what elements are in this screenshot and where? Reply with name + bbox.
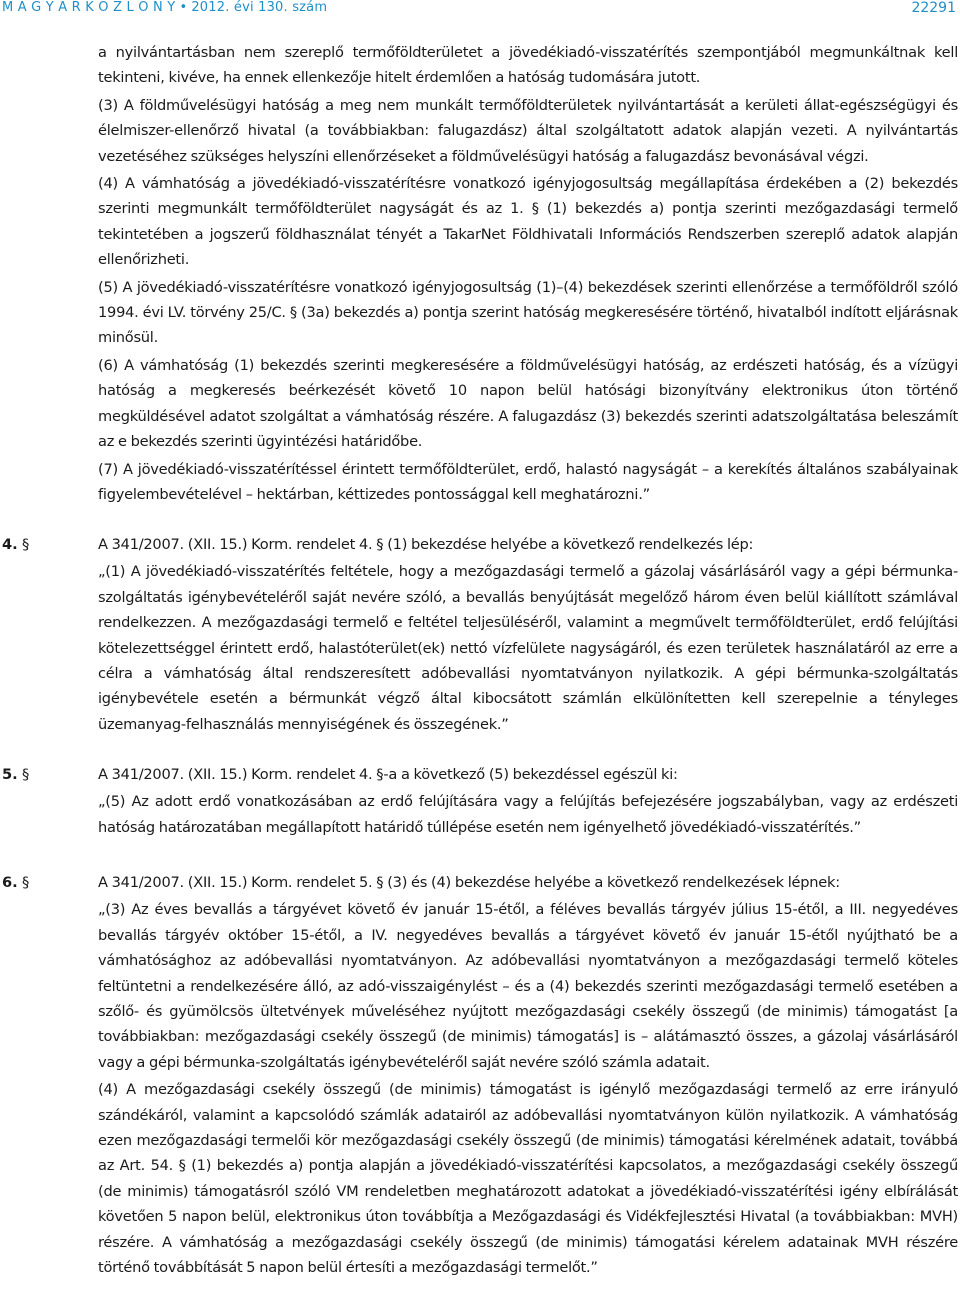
section-lead: A 341/2007. (XII. 15.) Korm. rendelet 4. § (1) bekezdése helyébe a következő rendelkezés lép: [98,536,754,553]
intro-paragraph-1: a nyilvántartásban nem szereplő termőföldterületet a jövedékiadó-visszatérítés szempontjából megmunkáltnak kell tekinteni, kivéve, ha ennek ellenkezője hitelt érdemlően a hatóság tudomására jutott. [98,44,958,87]
section-lead: A 341/2007. (XII. 15.) Korm. rendelet 4. §-a a következő (5) bekezdéssel egészül ki: [98,766,678,783]
issue-label: 2012. évi 130. szám [191,0,328,15]
page-header [0,0,960,20]
page-number: 22291 [911,0,956,16]
section-lead: A 341/2007. (XII. 15.) Korm. rendelet 5. § (3) és (4) bekezdése helyébe a következő rendelkezések lépnek: [98,874,840,891]
section-number: 4. [2,536,18,553]
section-paragraph: (4) A mezőgazdasági csekély összegű (de minimis) támogatást is igénylő mezőgazdasági termelő az erre irányuló szándékáról, valamint a kapcsolódó számlák adatairól az adóbevallási nyomtatványon külön nyilatkozik. A vámhatóság ezen mezőgazdasági termelői kör mezőgazdasági csekély összegű (de minimis) támogatási kérelmének adatait, továbbá az Art. 54. § (1) bekezdés a) pontja alapján a jövedékiadó-visszatérítési kapcsolatos, a mezőgazdasági csekély összegű (de minimis) támogatásról szóló VM rendeletben meghatározott adatokat a jövedékiadó-visszatérítési igény elbírálását követően 5 napon belül, elektronikus úton továbbítja a Mezőgazdasági és Vidékfejlesztési Hivatal (a továbbiakban: MVH) részére. A vámhatóság a mezőgazdasági csekély összegű (de minimis) támogatási kérelem adatainak MVH részére történő továbbítását 5 napon belül értesíti a mezőgazdasági termelőt.” [98,1081,958,1277]
intro-paragraph-6: (6) A vámhatóság (1) bekezdés szerinti megkeresésére a földművelésügyi hatóság, az erdészeti hatóság, és a vízügyi hatóság a megkeresés beérkezését követő 10 napon belül hatósági bizonyítvány elektronikus úton történő megküldésével adatot szolgáltat a vámhatóság részére. A falugazdász (3) bekezdés szerinti adatszolgáltatása beleszámít az e bekezdés szerinti ügyintézési határidőbe. [98,356,958,451]
section-body [98,762,958,840]
intro-paragraph-3: (3) A földművelésügyi hatóság a meg nem munkált termőföldterületek nyilvántartását a kerületi állat-egészségügyi és élelmiszer-ellenőrző hivatal (a továbbiakban: falugazdász) által szolgáltatott adatok alapján vezeti. A nyilvántartás vezetéséhez szükséges helyszíni ellenőrzéseket a földművelésügyi hatóság a falugazdász bevonásával végzi. [98,96,958,165]
header-left [2,0,327,15]
bullet-separator: • [179,0,188,15]
section-paragraph: „(1) A jövedékiadó-visszatérítés feltétele, hogy a mezőgazdasági termelő a gázolaj vásárlásáról vagy a gépi bérmunka-szolgáltatás igénybevételéről saját nevére szóló, a bevallás benyújtását megelőző három éven belül kiállított számlával rendelkezzen. A mezőgazdasági termelő e feltétel teljesüléséről, valamint a megművelt termőföldterület, erdő felújítási kötelezettséggel érintett erdő, halastóterület(ek) nettó vízfelülete nagyságáról, és ezen területek használatáról az erre a célra a vámhatóság által rendszeresített adóbevallási nyomtatványon nyilatkozik. A gépi bérmunka-szolgáltatás igénybevétele esetén a bérmunkát végző által kibocsátott számlán elkülönítetten kell szerepelnie a tényleges üzemanyag-felhasználás mennyiségének és összegének.” [98,563,958,733]
intro-paragraph-5: (5) A jövedékiadó-visszatérítésre vonatkozó igényjogosultság (1)–(4) bekezdések szerinti ellenőrzése a termőföldről szóló 1994. évi LV. törvény 25/C. § (3a) bekezdés a) pontja szerint hatóság megkeresésére történő, hivatalból indított eljárásnak minősül. [98,278,958,347]
section-paragraph: „(5) Az adott erdő vonatkozásában az erdő felújítására vagy a felújítás befejezésére jogszabályban, vagy az erdészeti hatóság határozatában megállapított határidő túllépése esetén nem igényelhető jövedékiadó-visszatérítés.” [98,793,958,836]
intro-paragraph-7: (7) A jövedékiadó-visszatérítéssel érintett termőföldterület, erdő, halastó nagyságát – a kerekítés általános szabályainak figyelembevételével – hektárban, kéttizedes pontossággal kell meghatározni.” [98,460,958,503]
section-symbol: § [22,874,30,891]
intro-section [98,40,958,507]
journal-name: M A G Y A R K Ö Z L Ö N Y [2,0,176,15]
section-number: 5. [2,766,18,783]
section-paragraph: „(3) Az éves bevallás a tárgyévet követő év január 15-étől, a féléves bevallás tárgyév július 15-étől, a III. negyedéves bevallás tárgyév október 15-étől, a IV. negyedéves bevallás a tárgyévet követő év január 15-étől nyújtható be a vámhatósághoz az adóbevallási nyomtatványon. Az adóbevallási nyomtatványon a mezőgazdasági termelő köteles feltüntetni a rendelkezésére álló, az adó-visszaigénylést – és a (4) bekezdés szerinti mezőgazdasági termelő esetében a szőlő- és gyümölcsös ültetvények műveléséhez nyújtott mezőgazdasági csekély összegű (de minimis) támogatást [a továbbiakban: mezőgazdasági csekély összegű (de minimis) támogatás] is – alátámasztó összes, a gázolaj vásárlásáról vagy a gépi bérmunka-szolgáltatás igénybevételéről saját nevére szóló számla adatait. [98,901,958,1071]
section-symbol: § [22,536,30,553]
section-number: 6. [2,874,18,891]
section-body [98,532,958,737]
section-symbol: § [22,766,30,783]
section-body [98,870,958,1281]
intro-paragraph-4: (4) A vámhatóság a jövedékiadó-visszatérítésre vonatkozó igényjogosultság megállapítása érdekében a (2) bekezdés szerinti megmunkált termőföldterület nagyságát és az 1. § (1) bekezdés a) pontja szerinti mezőgazdasági termelő tekintetében a jogszerű földhasználat tényét a TakarNet Földhivatali Információs Rendszerben szereplő adatok alapján ellenőrizheti. [98,175,958,269]
